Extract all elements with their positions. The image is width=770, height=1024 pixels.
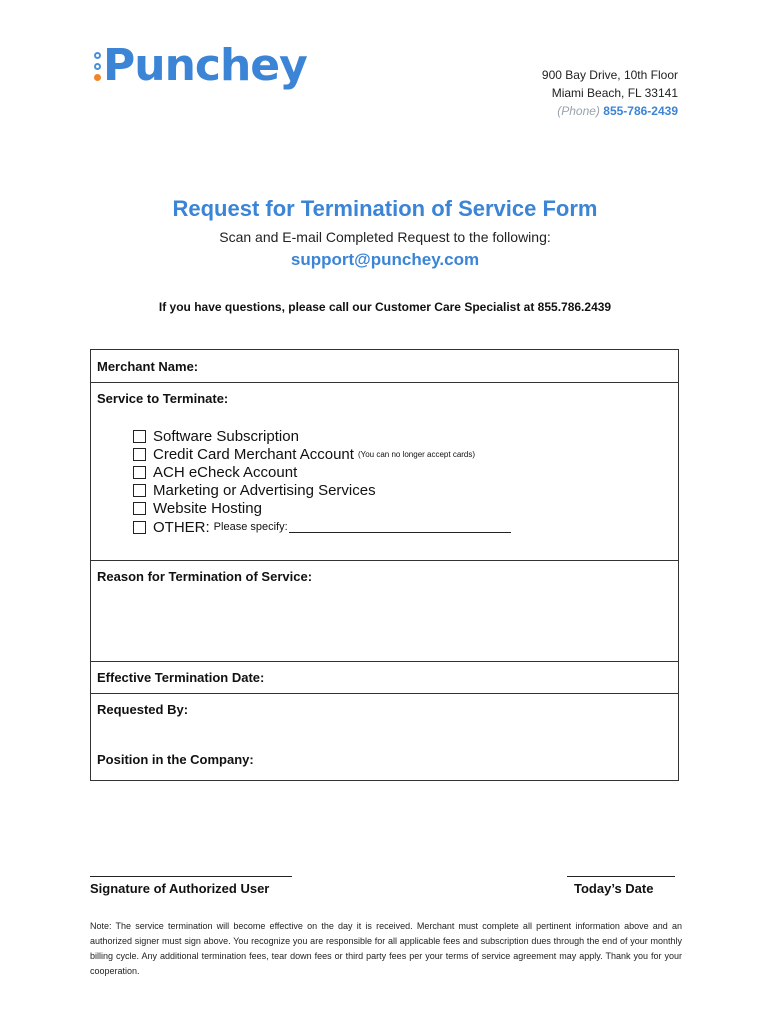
company-address: [542, 66, 678, 120]
checkbox[interactable]: [133, 430, 146, 443]
questions-text: If you have questions, please call our Customer Care Specialist at 855.786.2439: [158, 300, 612, 314]
todays-date-label: Today’s Date: [574, 881, 654, 896]
option-label: OTHER:: [153, 518, 210, 536]
form-title: Request for Termination of Service Form: [172, 196, 598, 221]
option-credit-card-merchant-account[interactable]: [133, 445, 511, 463]
option-other[interactable]: [133, 518, 511, 536]
service-row: [91, 383, 678, 561]
option-website-hosting[interactable]: [133, 500, 511, 518]
address-line-1: 900 Bay Drive, 10th Floor: [541, 68, 678, 82]
option-label: ACH eCheck Account: [153, 463, 298, 481]
option-label: Marketing or Advertising Services: [153, 482, 376, 500]
checkbox[interactable]: [133, 502, 146, 515]
requested-by-label: Requested By:: [97, 702, 189, 717]
form-subtitle: Scan and E-mail Completed Request to the following:: [219, 229, 551, 245]
punchey-logo: [94, 40, 307, 91]
requested-by-row[interactable]: [91, 694, 678, 781]
phone-number: 855-786-2439: [603, 104, 678, 118]
option-label: Software Subscription: [153, 427, 299, 445]
merchant-name-row[interactable]: [91, 350, 678, 383]
option-label: Credit Card Merchant Account: [153, 445, 354, 463]
address-line-2: Miami Beach, FL 33141: [551, 86, 678, 100]
effective-date-row[interactable]: [91, 662, 678, 694]
specify-input-line[interactable]: [289, 522, 511, 533]
position-label: Position in the Company:: [97, 752, 254, 767]
option-label: Website Hosting: [153, 500, 262, 518]
checkbox[interactable]: [133, 521, 146, 534]
option-ach-echeck-account[interactable]: [133, 463, 511, 481]
effective-date-label: Effective Termination Date:: [97, 670, 265, 685]
footer-note: Note: The service termination will become effective on the day it is received. Merchant must complete all pertinent information above and an authorized signer must sign above. You recognize you are responsible for all applicable fees and subscription dues through the end of your monthly billing cycle. Any additional termination fees, tear down fees or third party fees per your terms of service agreement may apply. Thank you for your cooperation.: [90, 921, 682, 976]
checkbox[interactable]: [133, 484, 146, 497]
signature-label: Signature of Authorized User: [90, 881, 270, 896]
phone-label: (Phone): [557, 104, 600, 118]
checkbox[interactable]: [133, 448, 146, 461]
form-box: [90, 349, 679, 781]
logo-dots-icon: [94, 52, 101, 81]
signature-line[interactable]: [90, 876, 292, 877]
option-marketing-advertising[interactable]: [133, 482, 511, 500]
specify-label: Please specify:: [213, 521, 288, 534]
support-email[interactable]: support@punchey.com: [290, 250, 480, 269]
service-label: Service to Terminate:: [97, 391, 229, 406]
date-line[interactable]: [567, 876, 675, 877]
reason-label: Reason for Termination of Service:: [97, 569, 313, 584]
service-options: [133, 427, 511, 536]
checkbox[interactable]: [133, 466, 146, 479]
merchant-name-label: Merchant Name:: [97, 359, 199, 374]
reason-row[interactable]: [91, 561, 678, 662]
option-note: (You can no longer accept cards): [357, 449, 476, 459]
logo-text: Punchey: [103, 40, 307, 91]
option-software-subscription[interactable]: [133, 427, 511, 445]
phone-line: [542, 102, 678, 120]
